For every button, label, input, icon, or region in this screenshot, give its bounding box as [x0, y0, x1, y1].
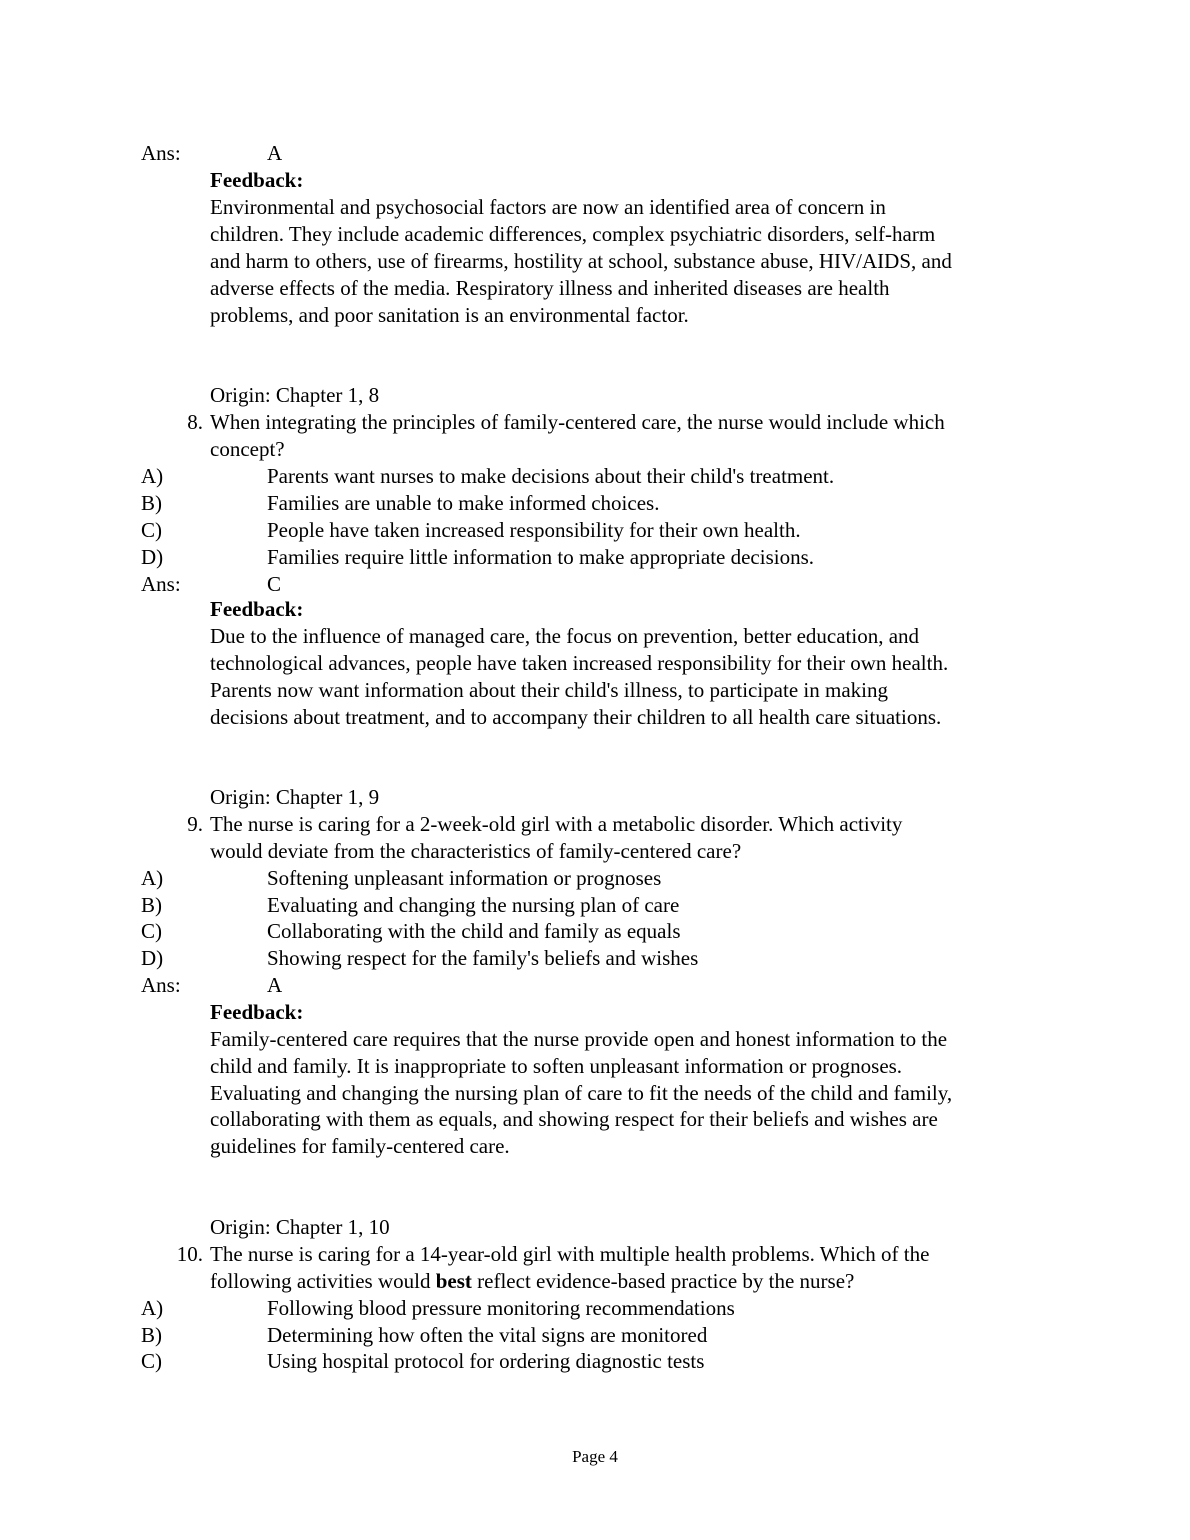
option-label: B): [141, 1323, 162, 1347]
question-text: would deviate from the characteristics of family-centered care?: [210, 839, 742, 863]
feedback-heading: Feedback:: [210, 597, 304, 621]
question-text: The nurse is caring for a 14-year-old girl with multiple health problems. Which of the: [210, 1242, 930, 1266]
option-label: B): [141, 491, 162, 515]
feedback-line: problems, and poor sanitation is an environmental factor.: [210, 303, 689, 327]
feedback-line: Environmental and psychosocial factors are now an identified area of concern in: [210, 195, 886, 219]
question-text: following activities would best reflect evidence-based practice by the nurse?: [210, 1269, 855, 1293]
option-label: A): [141, 1296, 164, 1320]
option-label: C): [141, 919, 162, 943]
question-number: 10.: [176, 1242, 203, 1266]
answer-value: A: [267, 141, 283, 165]
feedback-line: collaborating with them as equals, and showing respect for their beliefs and wishes are: [210, 1107, 938, 1131]
option-label: A): [141, 866, 164, 890]
option-text: Evaluating and changing the nursing plan of care: [267, 893, 680, 917]
option-label: D): [141, 545, 164, 569]
option-text: People have taken increased responsibility for their own health.: [267, 518, 801, 542]
answer-value: C: [267, 572, 282, 596]
feedback-line: guidelines for family-centered care.: [210, 1134, 510, 1158]
option-text: Following blood pressure monitoring recommendations: [267, 1296, 735, 1320]
feedback-line: child and family. It is inappropriate to soften unpleasant information or prognoses.: [210, 1054, 903, 1078]
question-number: 9.: [187, 812, 203, 836]
option-text: Showing respect for the family's beliefs and wishes: [267, 946, 699, 970]
feedback-line: Evaluating and changing the nursing plan of care to fit the needs of the child and family,: [210, 1081, 953, 1105]
answer-label: Ans:: [141, 141, 181, 165]
option-text: Using hospital protocol for ordering diagnostic tests: [267, 1349, 705, 1373]
question-text: The nurse is caring for a 2-week-old girl with a metabolic disorder. Which activity: [210, 812, 903, 836]
option-text: Determining how often the vital signs are monitored: [267, 1323, 708, 1347]
feedback-line: decisions about treatment, and to accompany their children to all health care situations.: [210, 705, 942, 729]
origin: Origin: Chapter 1, 8: [210, 383, 380, 407]
option-label: B): [141, 893, 162, 917]
origin: Origin: Chapter 1, 9: [210, 785, 380, 809]
feedback-line: and harm to others, use of firearms, hostility at school, substance abuse, HIV/AIDS, and: [210, 249, 952, 273]
page-number: Page 4: [572, 1447, 618, 1466]
option-label: C): [141, 1349, 162, 1373]
option-text: Softening unpleasant information or prognoses: [267, 866, 662, 890]
option-text: Collaborating with the child and family as equals: [267, 919, 681, 943]
option-text: Families are unable to make informed choices.: [267, 491, 660, 515]
feedback-heading: Feedback:: [210, 168, 304, 192]
option-text: Families require little information to make appropriate decisions.: [267, 545, 815, 569]
feedback-line: adverse effects of the media. Respiratory illness and inherited diseases are health: [210, 276, 890, 300]
option-label: D): [141, 946, 164, 970]
emphasis: best: [435, 1269, 472, 1293]
question-text: When integrating the principles of family-centered care, the nurse would include which: [210, 410, 945, 434]
feedback-heading: Feedback:: [210, 1000, 304, 1024]
option-text: Parents want nurses to make decisions about their child's treatment.: [267, 464, 835, 488]
answer-label: Ans:: [141, 572, 181, 596]
feedback-line: Parents now want information about their child's illness, to participate in making: [210, 678, 888, 702]
answer-value: A: [267, 973, 283, 997]
feedback-line: technological advances, people have taken increased responsibility for their own health.: [210, 651, 949, 675]
feedback-line: children. They include academic differences, complex psychiatric disorders, self-harm: [210, 222, 936, 246]
origin: Origin: Chapter 1, 10: [210, 1215, 390, 1239]
question-text: concept?: [210, 437, 285, 461]
question-number: 8.: [187, 410, 203, 434]
option-label: A): [141, 464, 164, 488]
answer-label: Ans:: [141, 973, 181, 997]
option-label: C): [141, 518, 162, 542]
feedback-line: Family-centered care requires that the nurse provide open and honest information to the: [210, 1027, 948, 1051]
feedback-line: Due to the influence of managed care, the focus on prevention, better education, and: [210, 624, 920, 648]
